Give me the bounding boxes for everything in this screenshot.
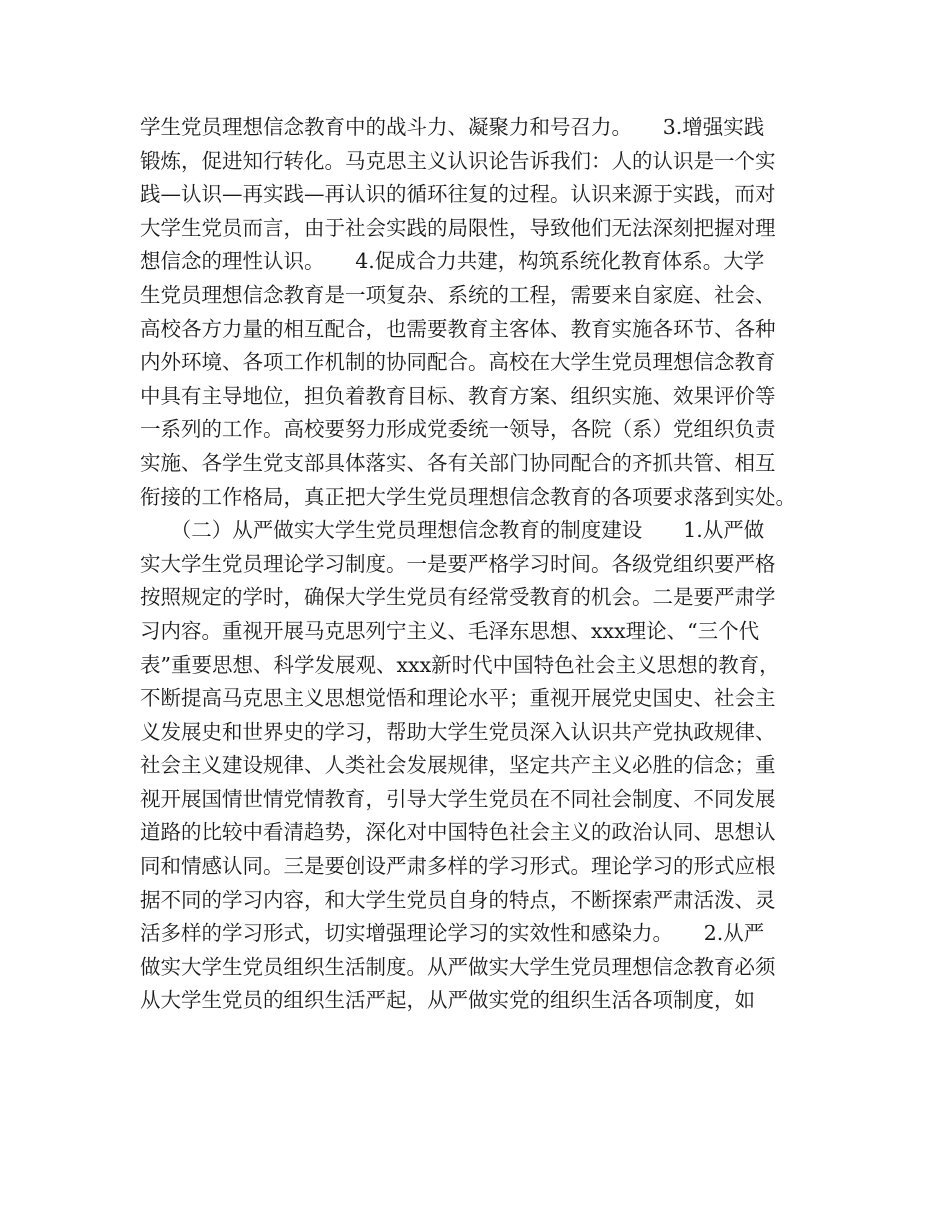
text-line-23: 同和情感认同。三是要创设严肃多样的学习形式。理论学习的形式应根 (140, 854, 776, 879)
text-line-14: 实大学生党员理论学习制度。一是要严格学习时间。各级党组织要严格 (140, 551, 776, 576)
text-line-22: 道路的比较中看清趋势，深化对中国特色社会主义的政治认同、思想认 (140, 820, 776, 845)
text-line-18: 不断提高马克思主义思想觉悟和理论水平；重视开展党史国史、社会主 (140, 686, 776, 711)
text-line-27: 从大学生党员的组织生活严起，从严做实党的组织生活各项制度，如 (140, 988, 755, 1013)
text-line-11: 实施、各学生党支部具体落实、各有关部门协同配合的齐抓共管、相互 (140, 450, 776, 475)
text-line-5: 想信念的理性认识。 4.促成合力共建，构筑系统化教育体系。大学 (140, 249, 765, 274)
text-line-8: 内外环境、各项工作机制的协同配合。高校在大学生党员理想信念教育 (140, 350, 776, 375)
text-line-1: 学生党员理想信念教育中的战斗力、凝聚力和号召力。 3.增强实践 (140, 115, 765, 139)
text-line-3: 践—认识—再实践—再认识的循环往复的过程。认识来源于实践，而对 (140, 182, 776, 207)
text-line-10: 一系列的工作。高校要努力形成党委统一领导，各院（系）党组织负责 (140, 417, 776, 442)
text-line-17: 表”重要思想、科学发展观、xxx新时代中国特色社会主义思想的教育， (140, 652, 780, 677)
text-line-19: 义发展史和世界史的学习，帮助大学生党员深入认识共产党执政规律、 (140, 719, 776, 744)
text-line-15: 按照规定的学时，确保大学生党员有经常受教育的机会。二是要严肃学 (140, 585, 776, 610)
text-line-21: 视开展国情世情党情教育，引导大学生党员在不同社会制度、不同发展 (140, 786, 776, 811)
text-line-4: 大学生党员而言，由于社会实践的局限性，导致他们无法深刻把握对理 (140, 215, 776, 240)
text-line-16: 习内容。重视开展马克思列宁主义、毛泽东思想、xxx理论、“三个代 (140, 618, 760, 643)
text-line-9: 中具有主导地位，担负着教育目标、教育方案、组织实施、效果评价等 (140, 383, 776, 408)
text-line-26: 做实大学生党员组织生活制度。从严做实大学生党员理想信念教育必须 (140, 954, 776, 979)
text-line-2: 锻炼，促进知行转化。马克思主义认识论告诉我们：人的认识是一个实 (140, 148, 776, 173)
body-text (140, 111, 820, 1018)
text-line-7: 高校各方力量的相互配合，也需要教育主客体、教育实施各环节、各种 (140, 316, 776, 341)
text-line-20: 社会主义建设规律、人类社会发展规律，坚定共产主义必胜的信念；重 (140, 753, 776, 778)
text-line-6: 生党员理想信念教育是一项复杂、系统的工程，需要来自家庭、社会、 (140, 282, 776, 307)
text-line-24: 据不同的学习内容，和大学生党员自身的特点，不断探索严肃活泼、灵 (140, 887, 776, 912)
text-line-25: 活多样的学习形式，切实增强理论学习的实效性和感染力。 2.从严 (140, 921, 765, 946)
text-line-12: 衔接的工作格局，真正把大学生党员理想信念教育的各项要求落到实处。 (140, 484, 796, 509)
text-line-13: （二）从严做实大学生党员理想信念教育的制度建设 1.从严做 (140, 518, 765, 543)
